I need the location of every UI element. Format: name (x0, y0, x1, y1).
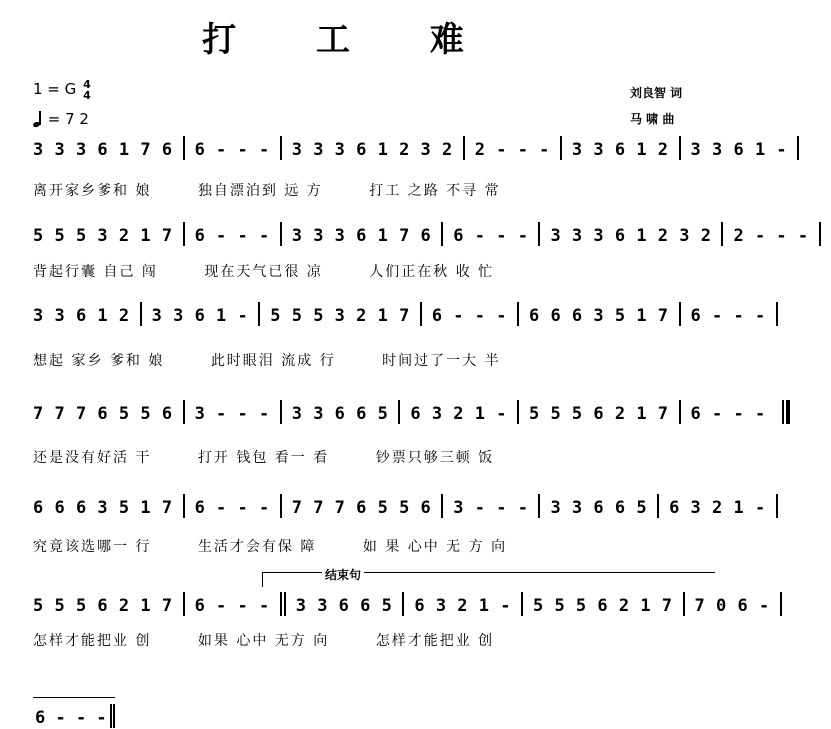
measure: 3 3 3 6 1 7 6 (291, 226, 432, 246)
composer: 马 啸 曲 (630, 112, 675, 126)
lyric: 钞票只够三顿 饭 (375, 450, 495, 466)
measure: 6 6 6 3 5 1 7 (33, 498, 173, 518)
lyrics-row-4 (33, 447, 534, 467)
barline (258, 302, 260, 326)
barline (140, 302, 142, 326)
notation-row-5 (33, 494, 788, 518)
barline (538, 494, 540, 518)
measure: 2 - - - (733, 226, 809, 246)
measure: 5 5 5 3 2 1 7 (33, 226, 173, 246)
measure: 6 3 2 1 - (414, 596, 511, 616)
measure: 3 3 3 6 1 2 3 2 (550, 226, 712, 246)
barline (441, 222, 443, 246)
measure: 5 5 5 3 2 1 7 (270, 306, 410, 326)
barline (657, 494, 659, 518)
measure: 3 3 6 1 2 (571, 140, 669, 160)
lyric: 打工 之路 不寻 常 (369, 183, 501, 199)
lyric: 离开家乡爹和 娘 (33, 183, 152, 199)
measure: 5 5 5 6 2 1 7 (528, 404, 669, 424)
measure: 6 3 2 1 - (410, 404, 507, 424)
key-text: 1 = G (33, 80, 77, 98)
notation-row-2 (33, 222, 831, 246)
lyric: 独自漂泊到 远 方 (197, 183, 323, 199)
measure: 3 3 6 1 - (151, 306, 249, 326)
lyric: 怎样才能把业 创 (375, 633, 495, 649)
lyric: 人们正在秋 收 忙 (369, 264, 495, 280)
barline (721, 222, 723, 246)
measure: 2 - - - (474, 140, 550, 160)
measure: 5 5 5 6 2 1 7 (532, 596, 673, 616)
measure: 6 - - - (194, 140, 270, 160)
measure: 3 3 6 6 5 (550, 498, 648, 518)
barline (280, 136, 282, 160)
lyrics-row-1 (33, 180, 541, 200)
barline (560, 136, 562, 160)
barline (280, 494, 282, 518)
barline (679, 302, 681, 326)
ending-label: 结束句 (322, 566, 364, 583)
barline (463, 136, 465, 160)
lyric: 怎样才能把业 创 (33, 633, 152, 649)
barline (538, 222, 540, 246)
coda-measure: 6 - - - (35, 708, 107, 728)
measure: 3 3 6 6 5 (291, 404, 389, 424)
time-bottom: 4 (83, 89, 91, 102)
lyric: 时间过了一大 半 (382, 353, 501, 369)
barline (280, 222, 282, 246)
notation-row-4 (33, 400, 800, 424)
lyric: 打开 钱包 看一 看 (197, 450, 330, 466)
tempo-value: = 7 2 (47, 110, 89, 128)
lyrics-row-2 (33, 261, 534, 281)
quarter-note-icon (33, 110, 43, 128)
final-barline (110, 704, 115, 728)
barline (797, 136, 799, 160)
lyric: 现在天气已很 凉 (204, 264, 323, 280)
lyric: 还是没有好活 干 (33, 450, 152, 466)
song-title: 打 工 难 (202, 20, 498, 60)
barline (183, 136, 185, 160)
repeat-barline (280, 592, 286, 616)
barline (441, 494, 443, 518)
measure: 6 3 2 1 - (669, 498, 766, 518)
barline (183, 494, 185, 518)
measure: 6 - - - (194, 226, 270, 246)
time-signature (83, 79, 91, 101)
lyrics-row-3 (33, 350, 541, 370)
lyrics-row-6 (33, 630, 534, 650)
measure: 3 3 6 1 2 (33, 306, 130, 326)
measure: 6 - - - (194, 498, 270, 518)
lyric: 究竟该选哪一 行 (33, 539, 152, 555)
time-top: 4 (83, 78, 91, 91)
notation-row-6 (33, 592, 792, 616)
barline (679, 400, 681, 424)
barline (280, 400, 282, 424)
key-signature (33, 74, 91, 101)
lyric: 如 果 心中 无 方 向 (362, 539, 508, 555)
lyric: 想起 家乡 爹和 娘 (33, 353, 165, 369)
measure: 7 0 6 - (694, 596, 770, 616)
credits (630, 80, 682, 132)
notation-row-1 (33, 136, 809, 160)
measure: 3 3 6 1 - (690, 140, 788, 160)
lyricist: 刘良智 词 (630, 86, 683, 100)
barline (420, 302, 422, 326)
measure: 5 5 5 6 2 1 7 (33, 596, 173, 616)
barline (398, 400, 400, 424)
barline (819, 222, 821, 246)
measure: 3 3 6 6 5 (295, 596, 393, 616)
barline (183, 400, 185, 424)
repeat-barline (776, 400, 790, 424)
measure: 3 - - - (453, 498, 529, 518)
tempo-marking (33, 110, 89, 128)
barline (683, 592, 685, 616)
measure: 6 - - - (194, 596, 270, 616)
barline (776, 302, 778, 326)
lyrics-row-5 (33, 536, 547, 556)
barline (183, 592, 185, 616)
measure: 6 6 6 3 5 1 7 (528, 306, 669, 326)
measure: 6 - - - (690, 306, 766, 326)
barline (521, 592, 523, 616)
measure: 7 7 7 6 5 5 6 (33, 404, 173, 424)
measure: 3 3 3 6 1 7 6 (33, 140, 173, 160)
barline (402, 592, 404, 616)
measure: 3 3 3 6 1 2 3 2 (291, 140, 453, 160)
barline (183, 222, 185, 246)
barline (780, 592, 782, 616)
measure: 3 - - - (194, 404, 270, 424)
barline (776, 494, 778, 518)
barline (517, 400, 519, 424)
barline (517, 302, 519, 326)
measure: 6 - - - (431, 306, 507, 326)
lyric: 生活才会有保 障 (197, 539, 317, 555)
notation-row-3 (33, 302, 788, 326)
lyric: 此时眼泪 流成 行 (210, 353, 336, 369)
lyric: 如果 心中 无方 向 (197, 633, 330, 649)
lyric: 背起行囊 自己 闯 (33, 264, 158, 280)
measure: 6 - - - (690, 404, 766, 424)
measure: 6 - - - (453, 226, 529, 246)
barline (679, 136, 681, 160)
measure: 7 7 7 6 5 5 6 (291, 498, 432, 518)
